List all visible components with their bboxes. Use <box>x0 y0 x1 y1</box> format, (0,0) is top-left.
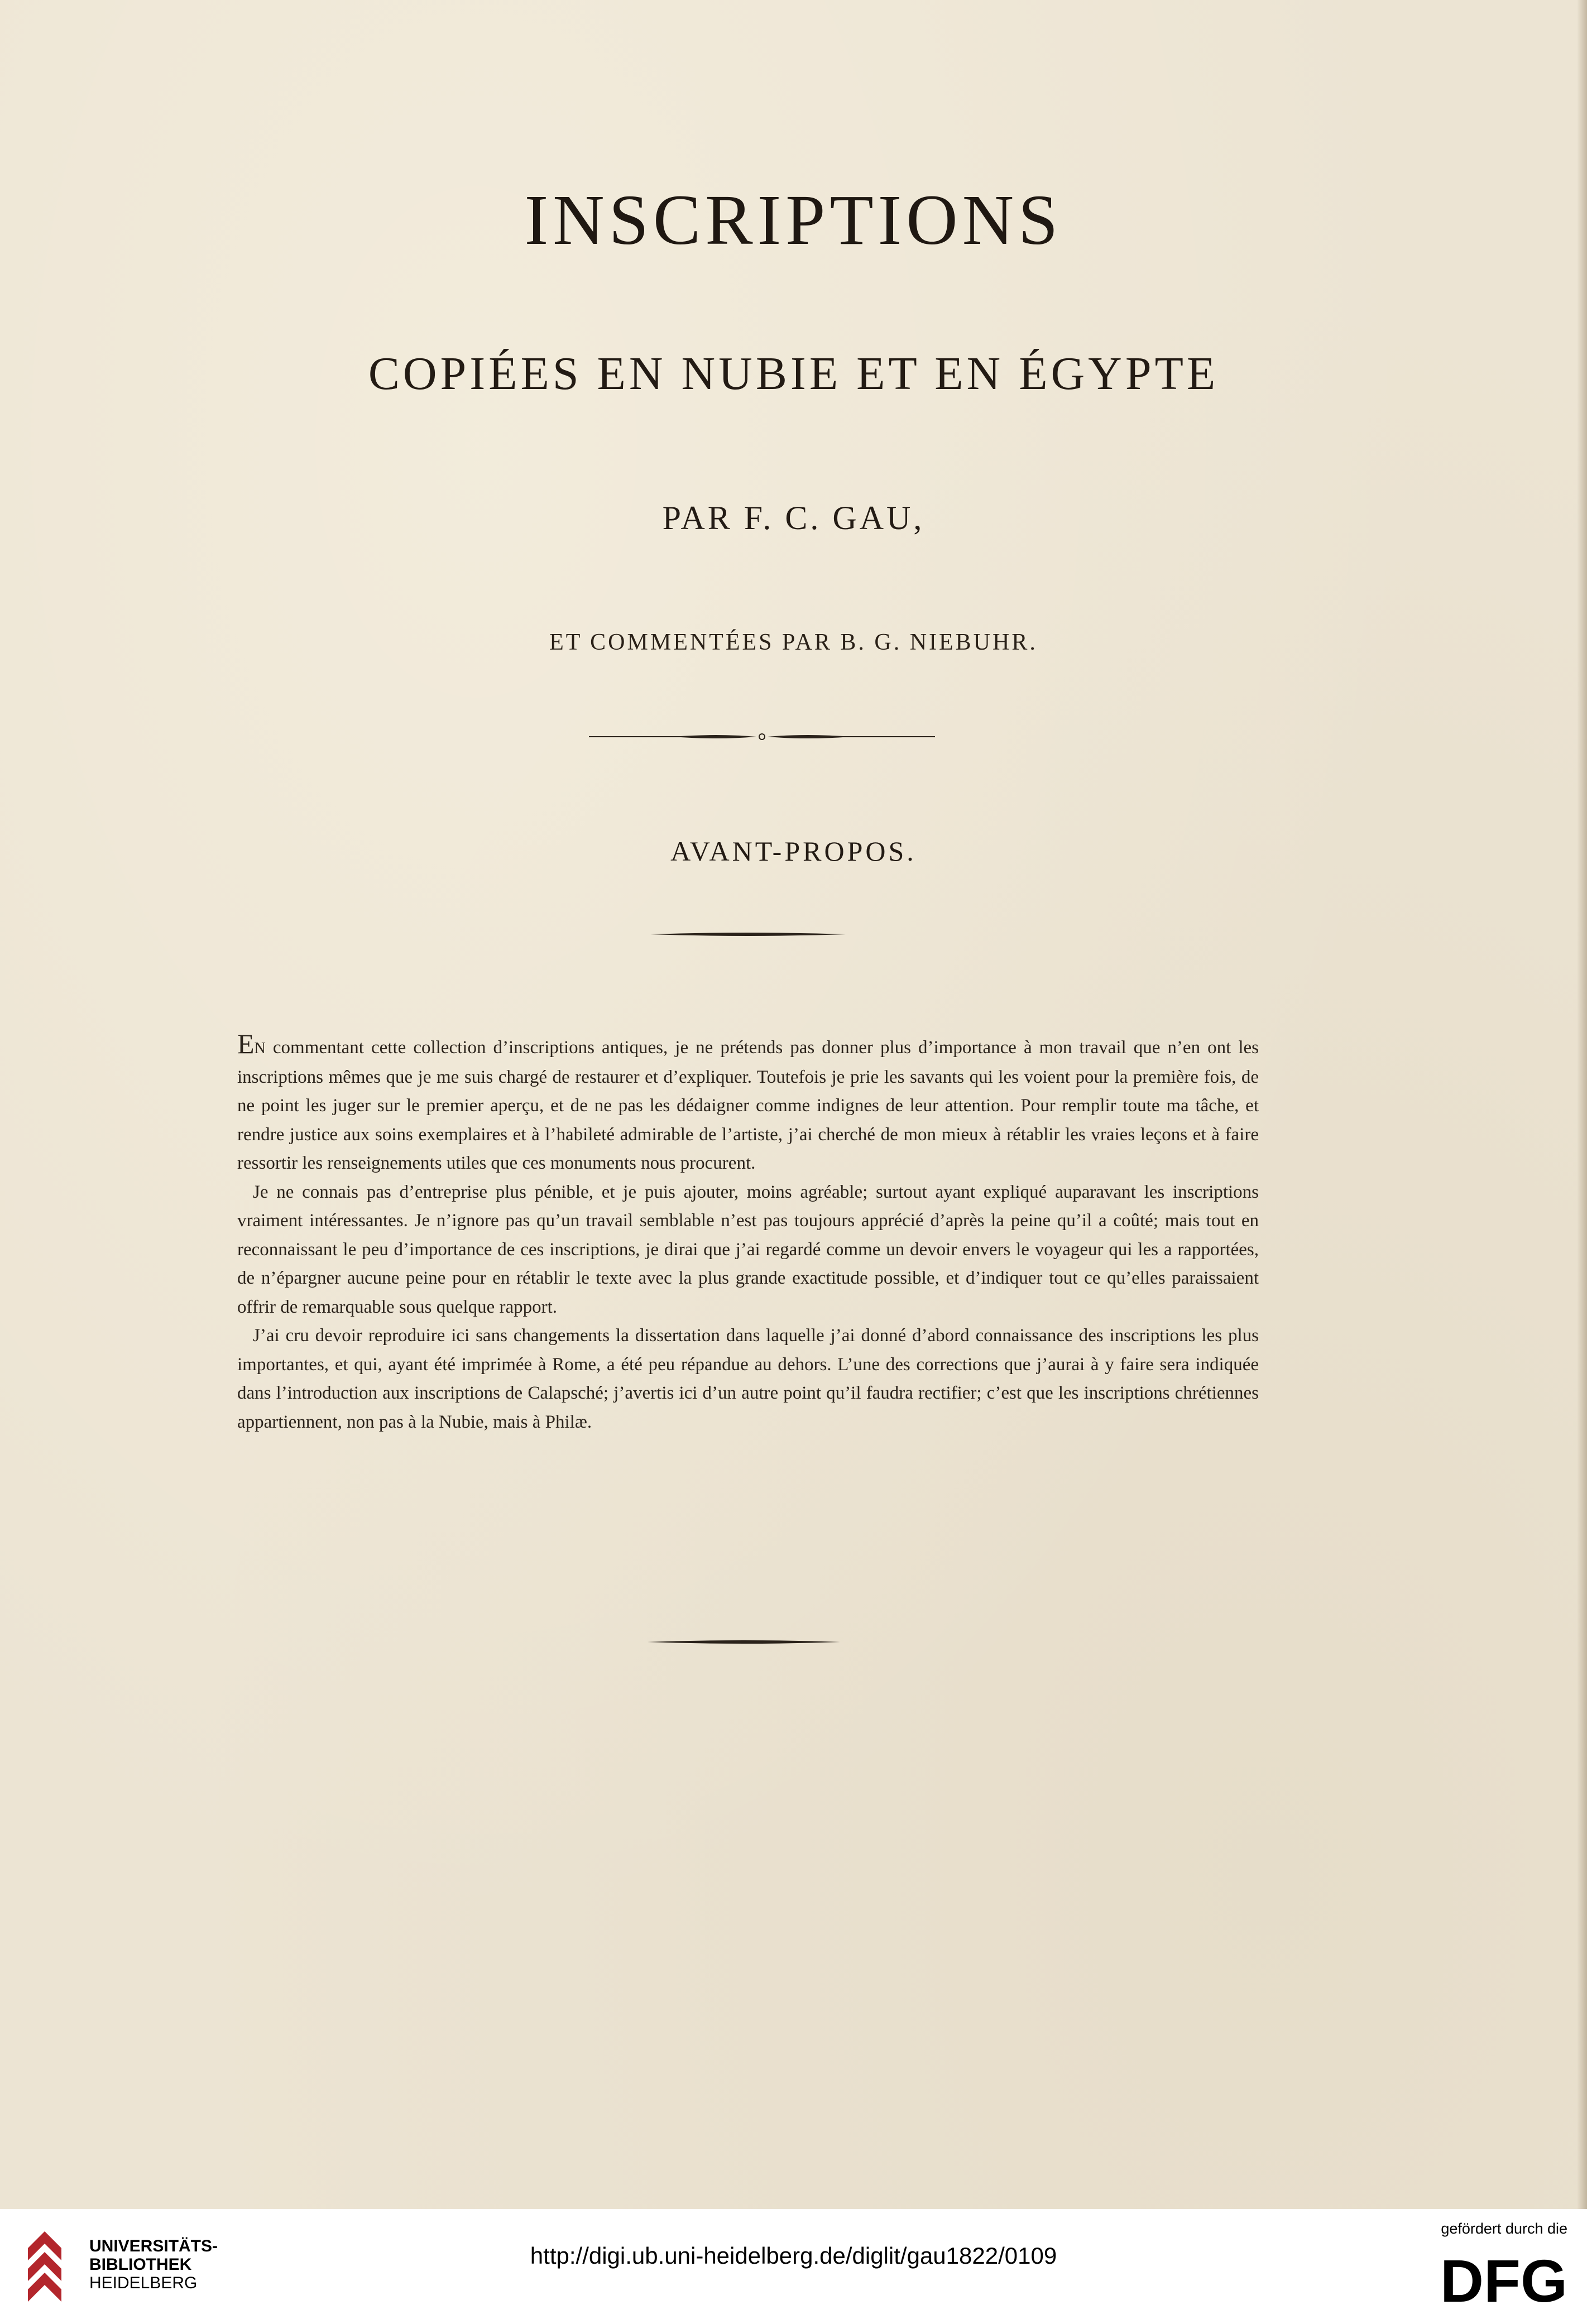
ornamental-divider <box>589 728 935 745</box>
paragraph-1 <box>237 1030 1259 1178</box>
library-name-line-2: BIBLIOTHEK <box>89 2255 192 2274</box>
section-heading: AVANT-PROPOS. <box>670 836 917 867</box>
funded-by-label: gefördert durch die <box>1441 2220 1567 2237</box>
commentator-line: ET COMMENTÉES PAR B. G. NIEBUHR. <box>549 630 1038 655</box>
paragraph-2: Je ne connais pas d’entreprise plus pénible, et je puis ajouter, moins agréable; surtout ayant expliqué auparavant les inscriptions vraiment intéressantes. Je n’ignore pas qu’un travail semblable n’est pas toujours apprécié d’après la peine qu’il a coûté; mais tout en reconnaissant le peu d’importance de ces inscriptions, je dirai que j’ai regardé comme un devoir envers le voyageur qui les a rapportées, de n’épargner aucune peine pour en rétablir le texte avec la plus grande exactitude possible, et d’indiquer tout ce qu’elles paraissaient offrir de remarquable sous quelque rapport. <box>237 1182 1259 1317</box>
permalink-url[interactable]: http://digi.ub.uni-heidelberg.de/diglit/gau1822/0109 <box>530 2243 1057 2269</box>
small-cap: N <box>254 1040 266 1057</box>
dfg-logo-text: DFG <box>1440 2254 1567 2307</box>
body-text <box>237 1030 1259 1437</box>
document-title: INSCRIPTIONS <box>524 180 1063 260</box>
paragraph-1-text: commentant cette collection d’inscriptions antiques, je ne prétends pas donner plus d’importance à mon travail que n’en ont les inscriptions mêmes que je me suis chargé de restaurer et d’expliquer. Toutefois je prie les savants qui les voient pour la première fois, de ne point les juger sur le premier aperçu, et de ne pas les dédaigner comme indignes de leur attention. Pour remplir toute ma tâche, et rendre justice aux soins exemplaires et à l’habileté admirable de l’artiste, j’ai cherché de mon mieux à rétablir les vraies leçons et à faire ressortir les renseignements utiles que ces monuments nous procurent. <box>237 1038 1259 1173</box>
closing-rule <box>648 1639 840 1645</box>
dfg-logo-icon <box>1406 2254 1567 2307</box>
document-subtitle: COPIÉES EN NUBIE ET EN ÉGYPTE <box>368 348 1219 400</box>
paragraph-3: J’ai cru devoir reproduire ici sans changements la dissertation dans laquelle j’ai donné d’abord connaissance des inscriptions les plus importantes, et qui, ayant été imprimée à Rome, a été peu répandue au dehors. L’une des corrections que j’aurai à y faire sera indiquée dans l’introduction aux inscriptions de Calapsché; j’avertis ici d’un autre point qu’il faudra rectifier; c’est que les inscriptions chrétiennes appartiennent, non pas à la Nubie, mais à Philæ. <box>237 1326 1259 1432</box>
footer-bar <box>0 2209 1587 2324</box>
library-name-line-1: UNIVERSITÄTS- <box>89 2237 218 2255</box>
author-line: PAR F. C. GAU, <box>662 500 925 536</box>
heading-rule <box>650 931 846 938</box>
drop-cap: E <box>237 1028 255 1059</box>
page-edge-shadow <box>1577 0 1587 2209</box>
library-name-line-3: HEIDELBERG <box>89 2274 198 2292</box>
